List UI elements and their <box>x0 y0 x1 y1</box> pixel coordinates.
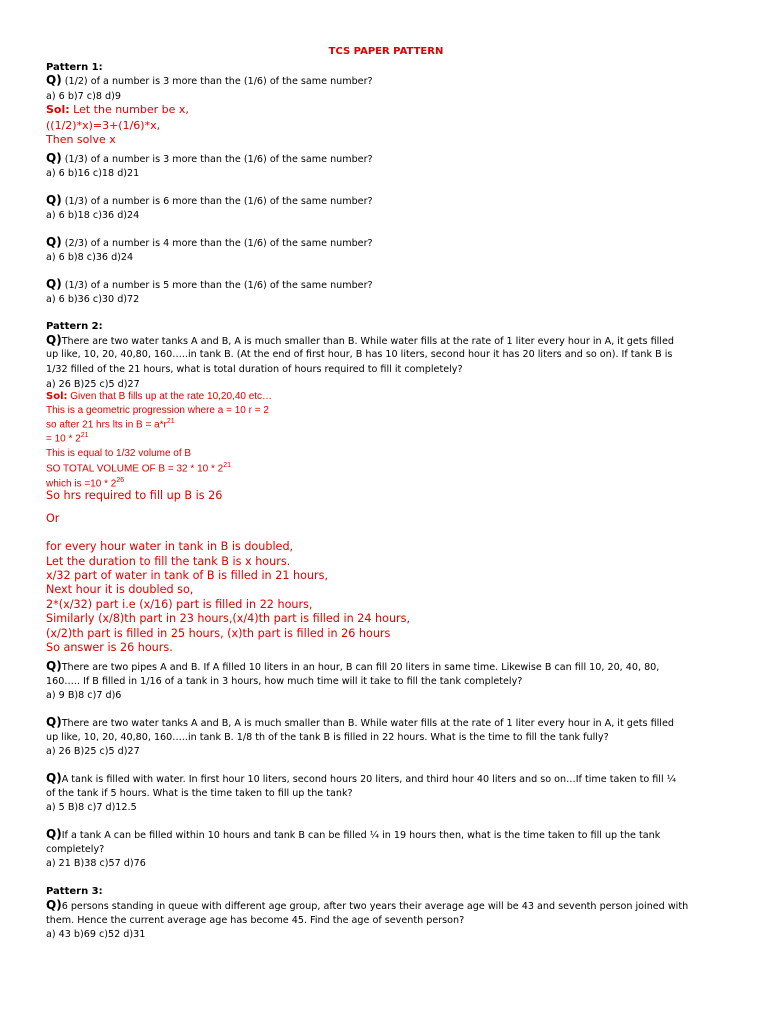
solution-2-line-8: So hrs required to fill up B is 26 <box>46 489 223 502</box>
question-1-options: a) 6 b)7 c)8 d)9 <box>46 91 121 102</box>
question-9-line-2: of the tank if 5 hours. What is the time taken to fill up the tank? <box>46 788 353 799</box>
solution-1 <box>46 103 189 116</box>
alt-solution-line-1: for every hour water in tank in B is doubled, <box>46 540 294 553</box>
solution-2-line-5: This is equal to 1/32 volume of B <box>46 448 192 459</box>
question-5 <box>46 277 726 294</box>
question-label: Q) <box>46 659 62 673</box>
solution-label: Sol: <box>46 103 70 116</box>
question-label: Q) <box>46 235 62 249</box>
question-text: (1/3) of a number is 5 more than the (1/6) of the same number? <box>61 280 373 291</box>
question-text: (1/3) of a number is 3 more than the (1/6) of the same number? <box>61 154 373 165</box>
question-11-line-2: them. Hence the current average age has become 45. Find the age of seventh person? <box>46 915 465 926</box>
question-text: There are two water tanks A and B, A is much smaller than B. While water fills at the rate of 1 liter every hour in A, it gets filled <box>61 336 674 347</box>
question-7-line-2: 160….. If B filled in 1/16 of a tank in 3 hours, how much time will it take to fill the tank completely? <box>46 676 523 687</box>
question-label: Q) <box>46 771 62 785</box>
question-11-options: a) 43 b)69 c)52 d)31 <box>46 929 146 940</box>
question-label: Q) <box>46 151 62 165</box>
question-text: (2/3) of a number is 4 more than the (1/6) of the same number? <box>61 238 373 249</box>
question-7-options: a) 9 B)8 c)7 d)6 <box>46 690 122 701</box>
pattern-3-heading: Pattern 3: <box>46 886 103 897</box>
pattern-2-heading: Pattern 2: <box>46 321 103 332</box>
question-label: Q) <box>46 73 62 87</box>
solution-1-line-2: ((1/2)*x)=3+(1/6)*x, <box>46 119 161 132</box>
solution-2-or: Or <box>46 512 60 525</box>
question-text: (1/3) of a number is 6 more than the (1/6) of the same number? <box>61 196 373 207</box>
question-5-options: a) 6 b)36 c)30 d)72 <box>46 294 140 305</box>
solution-2-line-3: so after 21 hrs lts in $B = a*r^{21}$ <box>46 418 175 431</box>
question-3 <box>46 193 726 210</box>
question-text: 6 persons standing in queue with different age group, after two years their average age will be 43 and seventh person joined with <box>61 901 689 912</box>
page-title: TCS PAPER PATTERN <box>328 46 444 57</box>
question-label: Q) <box>46 333 62 347</box>
question-7 <box>46 659 726 676</box>
alt-solution-line-8: So answer is 26 hours. <box>46 641 173 654</box>
question-text: If a tank A can be filled within 10 hours and tank B can be filled ¼ in 19 hours then, what is the time taken to fill up the tank <box>61 830 661 841</box>
solution-text: Let the number be x, <box>69 103 189 116</box>
solution-2-line-7: which is $=10 * 2^{26}$ <box>46 477 125 490</box>
question-text: (1/2) of a number is 3 more than the (1/6) of the same number? <box>61 76 373 87</box>
question-text: There are two water tanks A and B, A is much smaller than B. While water fills at the rate of 1 liter every hour in A, it gets filled <box>61 718 674 729</box>
alt-solution-line-5: 2*(x/32) part i.e (x/16) part is filled in 22 hours, <box>46 598 313 611</box>
solution-2 <box>46 391 272 402</box>
question-2 <box>46 151 726 168</box>
question-label: Q) <box>46 715 62 729</box>
question-9 <box>46 771 726 788</box>
question-10-options: a) 21 B)38 c)57 d)76 <box>46 858 146 869</box>
question-10-line-2: completely? <box>46 844 105 855</box>
question-10 <box>46 827 726 844</box>
alt-solution-line-4: Next hour it is doubled so, <box>46 583 194 596</box>
solution-text: Given that B fills up at the rate 10,20,40 etc… <box>67 391 273 402</box>
question-8 <box>46 715 726 732</box>
solution-1-line-3: Then solve x <box>46 133 116 146</box>
pattern-1-heading: Pattern 1: <box>46 62 103 73</box>
alt-solution-line-7: (x/2)th part is filled in 25 hours, (x)th part is filled in 26 hours <box>46 627 391 640</box>
question-6 <box>46 333 726 350</box>
question-label: Q) <box>46 277 62 291</box>
solution-2-line-4: = $10 * 2^{21}$ <box>46 432 89 445</box>
question-8-options: a) 26 B)25 c)5 d)27 <box>46 746 140 757</box>
alt-solution-line-2: Let the duration to fill the tank B is x hours. <box>46 555 291 568</box>
question-9-options: a) 5 B)8 c)7 d)12.5 <box>46 802 137 813</box>
question-3-options: a) 6 b)18 c)36 d)24 <box>46 210 140 221</box>
solution-2-line-2: This is a geometric progression where a = 10 r = 2 <box>46 405 269 416</box>
solution-2-line-6: SO TOTAL VOLUME OF $B = 32 * 10 * 2^{21}$ <box>46 462 231 475</box>
alt-solution-line-6: Similarly (x/8)th part in 23 hours,(x/4)th part is filled in 24 hours, <box>46 612 411 625</box>
question-6-line-2: up like, 10, 20, 40,80, 160…..in tank B. (At the end of first hour, B has 10 liters, second hour it has 20 liters and so on). If tank B is <box>46 349 673 360</box>
question-8-line-2: up like, 10, 20, 40,80, 160…..in tank B. 1/8 th of the tank B is filled in 22 hours. What is the time to fill the tank fully? <box>46 732 609 743</box>
question-label: Q) <box>46 898 62 912</box>
question-label: Q) <box>46 827 62 841</box>
question-4-options: a) 6 b)8 c)36 d)24 <box>46 252 134 263</box>
question-label: Q) <box>46 193 62 207</box>
question-6-options: a) 26 B)25 c)5 d)27 <box>46 379 140 390</box>
solution-label: Sol: <box>46 391 68 402</box>
question-1 <box>46 73 726 90</box>
question-text: A tank is filled with water. In first hour 10 liters, second hours 20 liters, and third hour 40 liters and so on…If time taken to fill ¼ <box>61 774 676 785</box>
question-11 <box>46 898 726 915</box>
question-4 <box>46 235 726 252</box>
question-text: There are two pipes A and B. If A filled 10 liters in an hour, B can fill 20 liters in same time. Likewise B can fill 10, 20, 40, 80, <box>61 662 660 673</box>
alt-solution-line-3: x/32 part of water in tank of B is filled in 21 hours, <box>46 569 328 582</box>
question-2-options: a) 6 b)16 c)18 d)21 <box>46 168 140 179</box>
question-6-line-3: 1/32 filled of the 21 hours, what is total duration of hours required to fill it completely? <box>46 364 463 375</box>
